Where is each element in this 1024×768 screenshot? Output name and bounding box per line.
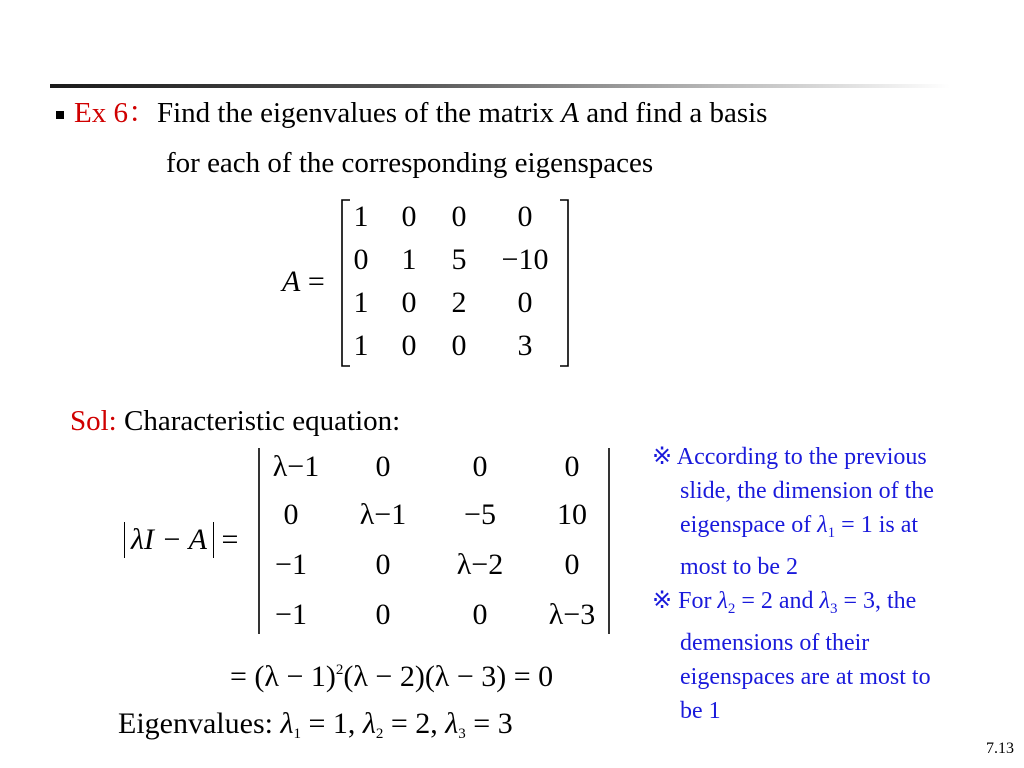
reference-mark-icon: ※ xyxy=(652,444,673,470)
heading-text-a: Find the eigenvalues of the matrix xyxy=(156,97,562,129)
det-cell: 0 xyxy=(375,450,391,483)
matrix-cell: 2 xyxy=(451,286,467,319)
note-2-line-1 xyxy=(652,584,931,626)
matrix-cell: 1 xyxy=(353,200,369,233)
matrix-cell: 1 xyxy=(353,329,369,362)
matrix-lhs xyxy=(282,262,325,302)
note-2 xyxy=(652,584,931,728)
det-cell: 10 xyxy=(557,498,587,531)
det-cell: 0 xyxy=(375,548,391,581)
matrix-cell: 0 xyxy=(401,329,417,362)
matrix-lhs-var: A xyxy=(282,265,301,298)
eigen-label: Eigenvalues: xyxy=(118,707,273,740)
note-1-text-1: According to the previous xyxy=(676,444,927,470)
det-cell: λ−1 xyxy=(272,450,320,483)
matrix-body xyxy=(340,200,570,370)
det-body xyxy=(260,450,610,640)
sol-text: Characteristic equation: xyxy=(124,405,401,437)
lambda-symbol: λ xyxy=(280,707,294,740)
note-1-text-3b: = 1 is at xyxy=(835,512,919,538)
note-2-text-b: = 3, the xyxy=(837,588,917,614)
det-cell: λ−3 xyxy=(548,598,596,631)
note-2-sub-3: 3 xyxy=(829,601,838,617)
matrix-cell: 1 xyxy=(401,243,417,276)
example-label: Ex 6 xyxy=(74,97,128,129)
eigen-value: = 3 xyxy=(465,707,513,740)
note-2-line-3: eigenspaces are at most to xyxy=(680,664,931,690)
solution-heading xyxy=(70,404,400,438)
factored-equation xyxy=(230,652,553,695)
title-rule xyxy=(50,84,950,88)
det-lhs xyxy=(124,522,238,558)
eigen-value: = 2, xyxy=(383,707,438,740)
note-1-sub: 1 xyxy=(827,525,836,541)
matrix-cell: 3 xyxy=(517,329,533,362)
factored-exponent: 2 xyxy=(335,662,344,678)
det-cell: λ−2 xyxy=(456,548,504,581)
bullet-square xyxy=(56,111,64,119)
note-1 xyxy=(652,440,934,584)
lambda-symbol: λ xyxy=(445,707,459,740)
note-1-line-1 xyxy=(652,440,934,474)
eigen-value: = 1, xyxy=(300,707,356,740)
det-equals: = xyxy=(221,523,239,556)
note-2-line-4: be 1 xyxy=(680,698,721,724)
det-cell: −5 xyxy=(464,498,496,531)
matrix-cell: 0 xyxy=(517,200,533,233)
matrix-cell: 0 xyxy=(451,200,467,233)
heading-var-a: A xyxy=(561,97,579,129)
matrix-cell: 0 xyxy=(517,286,533,319)
lambda-symbol: λ xyxy=(817,512,828,538)
det-cell: 0 xyxy=(472,598,488,631)
det-cell: 0 xyxy=(472,450,488,483)
lambda-symbol: λ xyxy=(362,707,376,740)
note-2-line-2: demensions of their xyxy=(680,630,870,656)
sol-label: Sol: xyxy=(70,405,117,437)
det-cell: 0 xyxy=(375,598,391,631)
det-cell: 0 xyxy=(564,548,580,581)
eigen-sub: 3 xyxy=(458,726,466,742)
example-colon: ： xyxy=(127,97,157,129)
det-cell: λ−1 xyxy=(359,498,407,531)
note-2-text-a: For xyxy=(678,588,718,614)
matrix-cell: 0 xyxy=(353,243,369,276)
note-2-sub-2: 2 xyxy=(727,601,736,617)
heading-text-b: and find a basis xyxy=(579,97,768,129)
note-1-line-2: slide, the dimension of the xyxy=(680,478,934,504)
matrix-cell: 0 xyxy=(401,286,417,319)
factored-part-a: = (λ − 1) xyxy=(230,660,336,693)
slide-number: 7.13 xyxy=(986,740,1014,757)
eigen-sub: 2 xyxy=(375,726,384,742)
note-2-text-mid: = 2 and xyxy=(735,588,820,614)
factored-part-b: (λ − 2)(λ − 3) = 0 xyxy=(343,660,554,693)
det-cell: 0 xyxy=(283,498,299,531)
matrix-cell: 5 xyxy=(451,243,467,276)
note-1-line-3 xyxy=(652,508,934,550)
matrix-cell: 1 xyxy=(353,286,369,319)
note-1-line-4: most to be 2 xyxy=(680,554,798,580)
heading-line-2: for each of the corresponding eigenspaces xyxy=(166,147,654,179)
det-cell: −1 xyxy=(275,598,307,631)
det-cell: 0 xyxy=(564,450,580,483)
matrix-cell: 0 xyxy=(401,200,417,233)
eigen-sub: 1 xyxy=(293,726,301,742)
eigenvalues-line xyxy=(118,706,513,752)
note-1-text-3a: eigenspace of xyxy=(680,512,818,538)
det-lhs-expr: λI − A xyxy=(124,522,214,558)
matrix-cell: −10 xyxy=(501,243,549,276)
lambda-symbol: λ xyxy=(819,588,830,614)
lambda-symbol: λ xyxy=(717,588,728,614)
matrix-cell: 0 xyxy=(451,329,467,362)
det-cell: −1 xyxy=(275,548,307,581)
reference-mark-icon: ※ xyxy=(652,588,673,614)
example-heading xyxy=(74,96,767,130)
matrix-equals: = xyxy=(307,265,325,298)
